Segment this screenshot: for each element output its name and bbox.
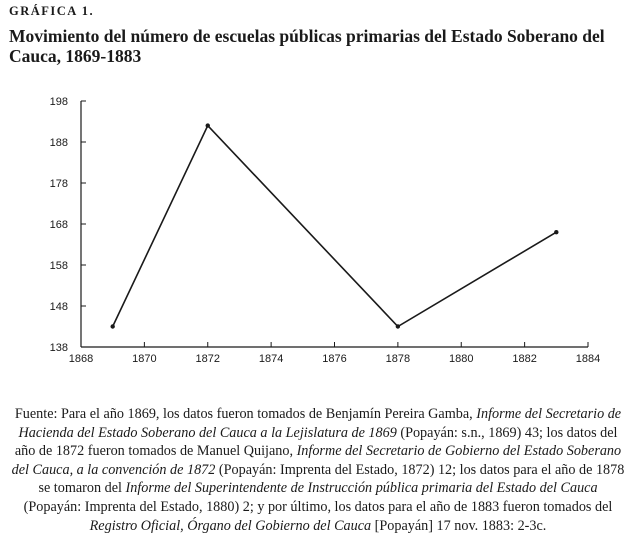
source-title-citation: Registro Oficial, Órgano del Gobierno del Cauca xyxy=(89,517,372,534)
data-point xyxy=(110,324,114,328)
source-title-citation: Informe del Superintendente de Instrucción pública primaria del Estado del Cauca xyxy=(125,480,598,497)
x-tick-label: 1872 xyxy=(195,353,220,365)
source-text: (Popayán: Imprenta del Estado, 1872) 12; los datos para el año de 1878 se tomaron del xyxy=(38,461,625,497)
data-point xyxy=(206,123,210,127)
x-tick-label: 1868 xyxy=(68,353,94,365)
x-tick-label: 1878 xyxy=(385,353,411,365)
x-tick-label: 1876 xyxy=(322,353,347,365)
x-tick-label: 1882 xyxy=(512,353,537,365)
source-note xyxy=(8,405,628,535)
chart-title: Movimiento del número de escuelas públicas primarias del Estado Soberano del Cauca, 1869-1883 xyxy=(9,26,605,66)
series-line xyxy=(113,126,557,327)
x-tick-label: 1874 xyxy=(258,353,284,365)
source-text: (Popayán: s.n., 1869) 43; los datos del año de 1872 fueron tomados de Manuel Quijano, xyxy=(14,424,618,460)
chart-tick-labels xyxy=(50,96,601,365)
chart-series xyxy=(110,123,558,328)
source-title-citation: Informe del Secretario de Hacienda del Estado Soberano del Cauca a la Lejislatura de 1869 xyxy=(18,406,622,441)
y-tick-label: 148 xyxy=(49,301,68,313)
source-text: Fuente: Para el año 1869, los datos fueron tomados de Benjamín Pereira Gamba, xyxy=(14,406,477,422)
y-tick-label: 188 xyxy=(49,137,68,149)
source-title-citation: Informe del Secretario de Gobierno del Estado Soberano del Cauca, a la convención de 1872 xyxy=(11,443,622,478)
chart-axes xyxy=(81,101,588,347)
y-tick-label: 158 xyxy=(49,260,68,272)
y-tick-label: 178 xyxy=(49,178,68,190)
figure-label: GRÁFICA 1. xyxy=(9,4,95,18)
data-point xyxy=(554,230,558,234)
y-tick-label: 138 xyxy=(49,342,68,354)
data-point xyxy=(396,324,400,328)
source-text: [Popayán] 17 nov. 1883: 2-3c. xyxy=(371,517,547,534)
x-tick-label: 1880 xyxy=(449,353,474,365)
source-text: (Popayán: Imprenta del Estado, 1880) 2; y por último, los datos para el año de 1883 fueron tomados del xyxy=(23,498,613,515)
x-tick-label: 1884 xyxy=(575,353,601,365)
x-tick-label: 1870 xyxy=(132,353,157,365)
y-tick-label: 168 xyxy=(49,219,68,231)
y-tick-label: 198 xyxy=(49,96,68,108)
